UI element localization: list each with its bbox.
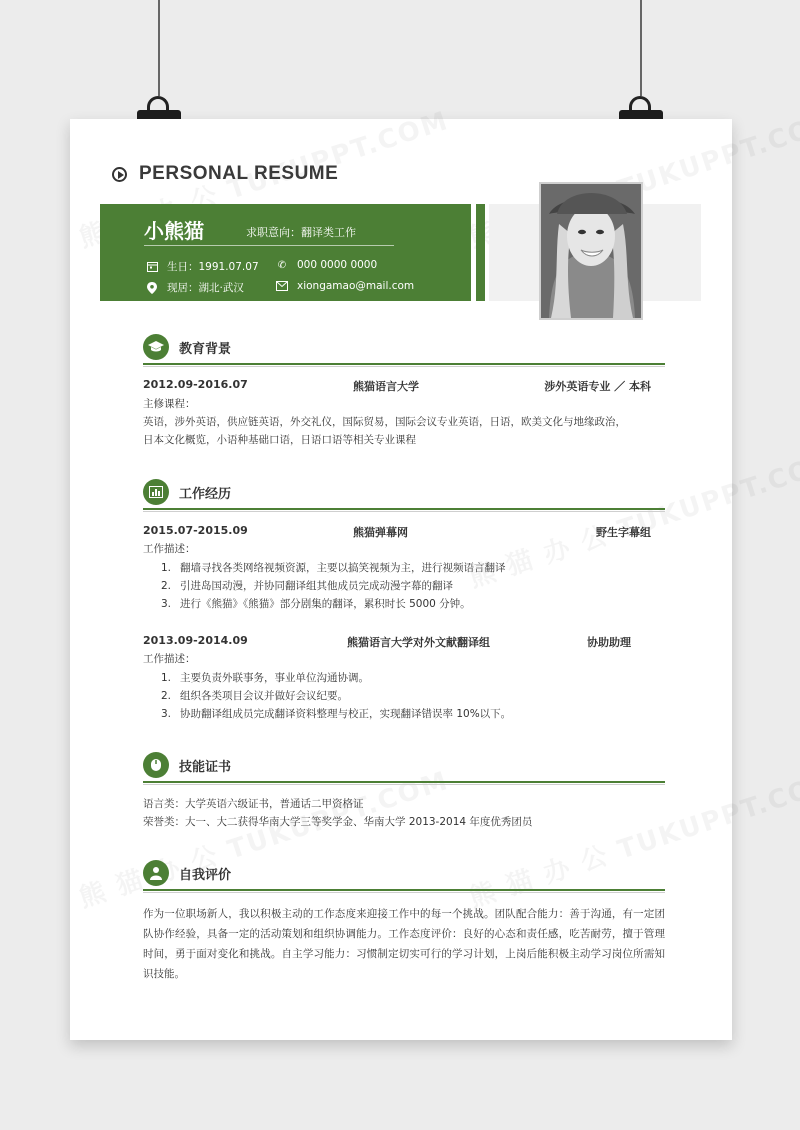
bar-chart-icon [143,479,169,505]
job-duty-list [161,669,511,723]
phone-info [276,259,377,271]
calendar-icon [146,261,158,272]
candidate-name: 小熊猫 [144,219,204,243]
location-pin-icon [146,282,158,294]
job-desc-label: 工作描述： [143,543,196,555]
birth-info [146,259,259,274]
section-underline [143,781,665,783]
job-company: 熊猫语言大学对外文献翻译组 [347,636,490,649]
section-underline-gray [143,892,665,893]
section-underline-gray [143,366,665,367]
phone-icon: ✆ [277,259,287,271]
job-period: 2015.07-2015.09 [143,524,248,537]
education-period: 2012.09-2016.07 [143,378,248,391]
phone-text: 000 0000 0000 [297,259,378,271]
education-section-header [143,334,665,364]
location-text: 现居：湖北·武汉 [167,282,244,294]
job-company: 熊猫弹幕网 [353,526,408,539]
section-underline [143,363,665,365]
job-desc-label: 工作描述： [143,653,196,665]
education-school: 熊猫语言大学 [353,380,419,393]
self-eval-text: 作为一位职场新人，我以积极主动的工作态度来迎接工作中的每一个挑战。团队配合能力：善于沟通，有一定团队协作经验，具备一定的活动策划和组织协调能力。工作态度评价：良好的心态和责任感，吃苦耐劳，擅于管理时间，勇于面对变化和挑战。自主学习能力：习惯制定切实可行的学习计划，上岗后能积极主动学习岗位所需知识技能。 [143,908,665,980]
header-divider [144,245,394,246]
list-item: 2. 组织各类项目会议并做好会议纪要。 [161,690,348,702]
courses-line-2: 日本文化概览，小语种基础口语，日语口语等相关专业课程 [143,434,416,446]
hanging-wire-left [158,0,160,96]
job-role: 协助助理 [587,636,631,649]
birth-text: 生日：1991.07.07 [167,261,259,273]
section-underline-gray [143,511,665,512]
location-info [146,280,244,295]
section-underline [143,889,665,891]
graduation-cap-icon [143,334,169,360]
job-period: 2013.09-2014.09 [143,634,248,647]
email-text: xiongamao@mail.com [297,280,415,292]
courses-label: 主修课程： [143,398,196,410]
profile-photo [539,182,643,320]
header-band [100,204,471,301]
education-title: 教育背景 [179,342,232,357]
envelope-icon [276,281,288,291]
resume-title-row [112,163,338,185]
mouse-icon [143,752,169,778]
education-major: 涉外英语专业 ／ 本科 [544,380,651,393]
job-duty-list [161,559,506,613]
self-eval-section-header [143,860,665,890]
self-eval-title: 自我评价 [179,868,232,883]
job-intent: 求职意向：翻译类工作 [246,226,356,239]
list-item: 1. 主要负责外联事务，事业单位沟通协调。 [161,672,369,684]
skills-section-header [143,752,665,782]
resume-title: PERSONAL RESUME [139,163,339,184]
skills-language: 语言类：大学英语六级证书，普通话二甲资格证 [143,798,364,810]
section-underline [143,508,665,510]
email-info [276,280,414,292]
skills-title: 技能证书 [179,760,232,775]
work-title: 工作经历 [179,487,232,502]
list-item: 3. 协助翻译组成员完成翻译资料整理与校正，实现翻译错误率 10%以下。 [161,708,512,720]
hanging-wire-right [640,0,642,96]
play-circle-icon [112,167,127,182]
courses-line-1: 英语，涉外英语，供应链英语，外交礼仪，国际贸易，国际会议专业英语，日语，欧美文化与地缘政治， [143,416,626,428]
watermark [464,440,800,595]
header-accent-stripe [476,204,485,301]
work-section-header [143,479,665,509]
list-item: 3. 进行《熊猫》《熊猫》部分剧集的翻译，累积时长 5000 分钟。 [161,598,471,610]
list-item: 1. 翻墙寻找各类网络视频资源，主要以搞笑视频为主，进行视频语言翻译 [161,562,506,574]
list-item: 2. 引进岛国动漫，并协同翻译组其他成员完成动漫字幕的翻译 [161,580,453,592]
person-icon [143,860,169,886]
section-underline-gray [143,784,665,785]
job-role: 野生字幕组 [596,526,651,539]
skills-honors: 荣誉类：大一、大二获得华南大学三等奖学金、华南大学 2013-2014 年度优秀团员 [143,816,533,828]
